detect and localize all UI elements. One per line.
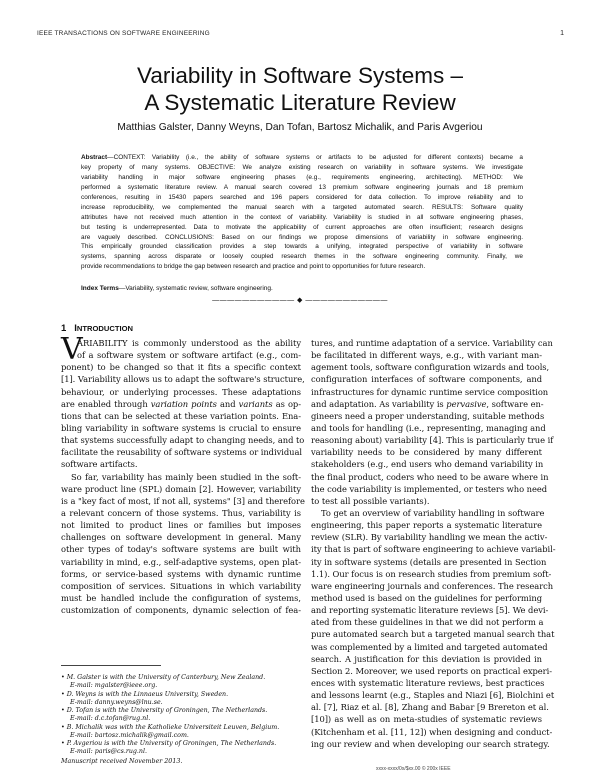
- section-separator: ——————————— ◆ ———————————: [212, 297, 388, 304]
- body-line: agement tools, software configuration wizards and tools,: [311, 362, 550, 373]
- body-line: ing our review and when developing our search strategy.: [311, 738, 550, 749]
- body-line: and adaptation. As variability is pervasive, software en-: [311, 398, 544, 409]
- body-line: ated from these guidelines in that we did not perform a: [311, 617, 544, 628]
- body-line: of a software system or software artifact (e.g., com-: [77, 350, 301, 361]
- abstract-line: systems, spanning across disparate or loosely coupled research themes in the software engineering community. Finally, we: [81, 253, 523, 261]
- body-line: and tools for handling (i.e., representing, managing and: [311, 422, 546, 433]
- body-line: infrastructures for dynamic runtime service composition: [311, 386, 549, 397]
- body-line: Section 2. Moreover, we used reports on practical experi-: [311, 665, 553, 676]
- body-line: was complemented by a limited and targeted automated: [311, 641, 548, 652]
- abstract-line: key property of many systems. OBJECTIVE: We analyze existing research on variability in software systems. We investigate: [81, 163, 523, 171]
- body-line: al. [7], Riaz et al. [8], Zhang and Babar [9 Brereton et al.: [311, 702, 549, 713]
- body-line: the final product, coders who need to be aware where in: [311, 471, 549, 482]
- body-line: that systems successfully adapt to changing needs, and to: [61, 435, 305, 446]
- author-list: Matthias Galster, Danny Weyns, Dan Tofan, Bartosz Michalik, and Paris Avgeriou: [117, 122, 483, 133]
- footnote-line: • D. Weyns is with the Linnaeus University, Sweden.: [61, 690, 229, 698]
- body-line: and lessons learnt (e.g., Staples and Niazi [6], Biolchini et: [311, 690, 555, 701]
- drop-cap: V: [61, 332, 83, 367]
- footnote-line: • M. Galster is with the University of Canterbury, New Zealand.: [61, 674, 266, 681]
- body-line: is a "key fact of most, if not all, systems" [3] and therefore: [61, 495, 305, 506]
- footnote-line: E-mail: mgalster@ieee.org.: [70, 682, 158, 690]
- body-line: stakeholders (e.g., end users who demand variability in: [311, 459, 544, 470]
- body-line: facilitate the reusability of software systems or individual: [61, 447, 303, 458]
- abstract-line: attributes have not received much attention in the context of variability. Variability is studied in all software engineering phases,: [81, 213, 523, 221]
- body-line: and reporting systematic literature reviews [5]. We devi-: [311, 605, 549, 616]
- left-column: [61, 332, 305, 616]
- body-line: to test all possible variants).: [311, 495, 430, 506]
- body-line: other types of today's software systems are built with: [61, 544, 301, 555]
- body-line: review (SLR). By variability handling we mean the activ-: [311, 532, 548, 543]
- body-line: customization of components, dynamic selection of fea-: [61, 605, 301, 616]
- body-line: configuration interfaces of software components, and: [311, 374, 542, 385]
- body-line: the code variability is implemented, or testers who need: [311, 483, 548, 494]
- body-line: 1.1). Our focus is on research studies from premium soft-: [311, 568, 552, 579]
- body-line: be facilitated in different ways, e.g., with variant man-: [311, 350, 542, 361]
- abstract: [81, 153, 523, 272]
- abstract-line: This empirically grounded classification provides a step towards a unifying, integrated perspective of variability in software: [81, 243, 523, 251]
- body-line: composition of services. Situations in which variability: [61, 580, 301, 591]
- index-terms-label: Index Terms: [81, 285, 119, 292]
- body-line: tions that can be selected at these variation points. Ena-: [61, 410, 301, 421]
- body-line: [1]. Variability allows us to adapt the software's structure,: [61, 374, 305, 385]
- body-line: reasoning about) variability [4]. This is particularly true if: [311, 435, 554, 446]
- body-line: ware engineering journals and conferences. The research: [311, 580, 554, 591]
- footnote-line: • B. Michalik was with the Katholieke Universiteit Leuven, Belgium.: [61, 723, 280, 731]
- body-line: bling variability in software systems is crucial to ensure: [61, 422, 301, 433]
- body-line: [10]) as well as on meta-studies of systematic reviews: [311, 714, 542, 725]
- footnote-line: • P. Avgeriou is with the University of Groningen, The Netherlands.: [61, 740, 277, 747]
- body-line: So far, variability has mainly been studied in the soft-: [71, 471, 301, 482]
- body-line: pure automated search but a targeted manual search that: [311, 629, 555, 640]
- body-line: To get an overview of variability handling in software: [321, 507, 545, 518]
- body-line: challenges on software development in general. Many: [61, 532, 301, 543]
- body-line: ences with systematic literature reviews, best practices: [311, 677, 545, 688]
- body-line: gineers need a proper understanding, suitable methods: [311, 410, 545, 421]
- manuscript-note: Manuscript received November 2013.: [61, 758, 183, 765]
- body-line: not limited to product lines or families but imposes: [61, 520, 301, 531]
- copyright-line: xxxx-xxxx/0x/$xx.00 © 200x IEEE: [376, 766, 451, 772]
- abstract-line: conferences, resulting in 15430 papers searched and 196 papers considered for data collection. To improve reliability and to: [81, 193, 523, 201]
- title-line: Variability in Software Systems –: [137, 63, 463, 88]
- body-line: ware product line (SPL) domain [2]. However, variability: [61, 483, 301, 494]
- title-line: A Systematic Literature Review: [144, 90, 456, 115]
- body-line: must be handled include the configuration of systems,: [61, 592, 301, 603]
- body-line: ARIABILITY is commonly understood as the ability: [77, 338, 301, 348]
- abstract-line: are vaguely described. CONCLUSIONS: Based on our findings we propose dimensions of variability in software engineering.: [81, 233, 523, 241]
- footnote-line: E-mail: paris@cs.rug.nl.: [70, 748, 147, 756]
- body-line: ponent) to be changed so that it fits a specific context: [61, 362, 301, 373]
- index-terms: Index Terms—Variability, systematic review, software engineering.: [81, 285, 273, 292]
- body-line: method used is based on the guidelines for performing: [311, 592, 542, 603]
- abstract-line: but testing is underrepresented. Data to motivate the applicability of current approaches are often insufficient; research designs: [81, 223, 523, 231]
- footnote-rule: [61, 665, 161, 666]
- abstract-label: Abstract: [81, 154, 108, 161]
- section-number: 1: [61, 323, 67, 334]
- page-number: 1: [560, 30, 564, 37]
- abstract-line: increase reproducibility, we complemented the manual search with a targeted automated search. RESULTS: Software quality: [81, 203, 523, 211]
- body-line: ity in software systems (details are presented in Section: [311, 556, 547, 567]
- section-heading: 1 INTRODUCTION: [61, 323, 133, 334]
- body-line: tures, and runtime adaptation of a service. Variability can: [311, 338, 553, 348]
- body-line: a relevant concern of those systems. Thus, variability is: [61, 507, 301, 518]
- footnote-line: E-mail: danny.weyns@lnu.se.: [70, 698, 163, 706]
- abstract-line: provide recommendations to bridge the gap between research and practice and point to opportunities for future research.: [81, 263, 426, 271]
- abstract-line: performed a systematic literature review. A manual search covered 13 premium software engineering journals and 18 premium: [81, 183, 523, 191]
- body-line: software artifacts.: [61, 459, 138, 470]
- body-line: forms, or service-based systems with dynamic runtime: [61, 568, 301, 579]
- running-header: IEEE TRANSACTIONS ON SOFTWARE ENGINEERING: [37, 30, 210, 37]
- footnote-line: E-mail: bartosz.michalik@gmail.com.: [70, 731, 189, 739]
- paper-title: [0, 62, 600, 116]
- body-line: ity that is part of software engineering to achieve variabil-: [311, 544, 556, 555]
- footnote-line: E-mail: d.c.tofan@rug.nl.: [70, 715, 151, 723]
- body-line: behaviour, or underlying processes. These adaptations: [61, 386, 301, 397]
- abstract-line: Abstract—CONTEXT: Variability (i.e., the ability of software systems or artifacts to be adjusted for different contexts) became a: [81, 154, 523, 161]
- body-line: variability needs to be considered by many different: [311, 447, 542, 458]
- body-line: search. A justification for this deviation is provided in: [311, 653, 542, 664]
- abstract-line: variability handling in major software engineering phases (e.g., requirements engineering, architecting). METHOD: We: [81, 173, 523, 181]
- body-line: engineering, this paper reports a systematic literature: [311, 520, 542, 531]
- body-line: (Kitchenham et al. [11, 12]) when designing and conduct-: [311, 726, 553, 737]
- body-line: are enabled through variation points and variants as op-: [61, 398, 301, 409]
- body-line: variability in mind, e.g., self-adaptive systems, open plat-: [61, 556, 301, 567]
- footnote-line: • D. Tofan is with the University of Groningen, The Netherlands.: [61, 707, 268, 714]
- right-column: [311, 337, 556, 750]
- footnotes: [61, 674, 301, 757]
